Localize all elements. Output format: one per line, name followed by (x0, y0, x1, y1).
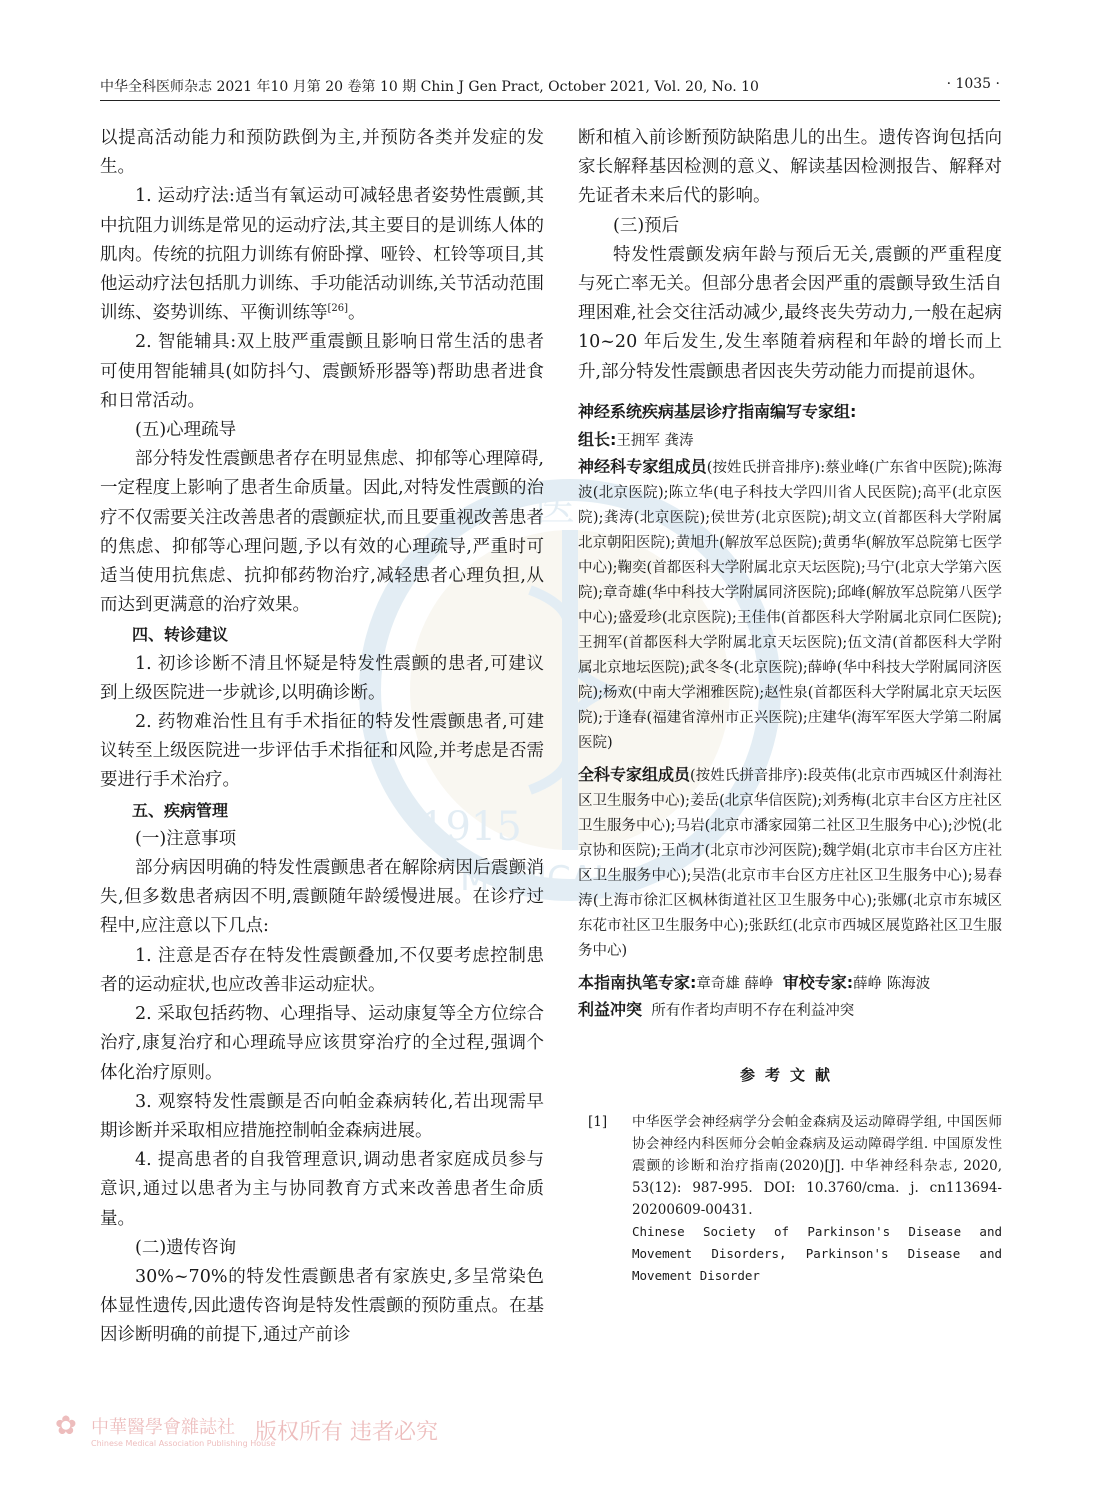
body-paragraph: 部分特发性震颤患者存在明显焦虑、抑郁等心理障碍,一定程度上影响了患者生命质量。因此,对特发性震颤的治疗不仅需要关注改善患者的震颤症状,而且要重视改善患者的焦虑、抑郁等心理问题,予以有效的心理疏导,严重时可适当使用抗焦虑、抗抑郁药物治疗,减轻患者心理负担,从而达到更满意的治疗效果。 (100, 449, 544, 616)
writer-names: 章奇雄 薛峥 (696, 975, 774, 992)
body-paragraph: 2. 药物难治性且有手术指征的特发性震颤患者,可建议转至上级医院进一步评估手术指征和风险,并考虑是否需要进行手术治疗。 (100, 712, 544, 791)
writer-label: 本指南执笔专家: (578, 972, 697, 992)
svg-text:医: 医 (535, 484, 575, 530)
body-paragraph: 1. 注意是否存在特发性震颤叠加,不仅要考虑控制患者的运动症状,也应改善非运动症状。 (100, 945, 544, 995)
subsection-heading: (一)注意事项 (135, 828, 237, 849)
reference-zh: 中华医学会神经病学分会帕金森病及运动障碍学组, 中国医师协会神经内科医师分会帕金森病及运动障碍学组. 中国原发性震颤的诊断和治疗指南(2020)[J]. 中华神经科杂志, 2020, 53(12): 987-995. DOI: 10.3760/cma. j. cn113694-20200609-00431. (632, 1113, 1002, 1218)
subsection-heading: (二)遗传咨询 (135, 1237, 237, 1258)
body-paragraph: 30%~70%的特发性震颤患者有家族史,多呈常染色体显性遗传,因此遗传咨询是特发性震颤的预防重点。在基因诊断明确的前提下,通过产前诊 (100, 1266, 544, 1346)
writer-reviewer (578, 970, 1002, 997)
body-paragraph: 4. 提高患者的自我管理意识,调动患者家庭成员参与意识,通过以患者为主与协同教育方式来改善患者生命质量。 (100, 1150, 544, 1229)
body-paragraph: 以提高活动能力和预防跌倒为主,并预防各类并发症的发生。 (100, 128, 544, 178)
body-paragraph: 部分病因明确的特发性震颤患者在解除病因后震颤消失,但多数患者病因不明,震颤随年龄缓慢进展。在诊疗过程中,应注意以下几点: (100, 858, 544, 937)
gp-label: 全科专家组成员 (578, 764, 691, 784)
publisher-cn: 中華醫學會雜誌社 (91, 1417, 235, 1438)
expert-group-title: 神经系统疾病基层诊疗指南编写专家组: (578, 401, 857, 421)
section-heading: 四、转诊建议 (132, 625, 229, 645)
citation-superscript: [26] (327, 303, 349, 315)
neuro-text: (按姓氏拼音排序):蔡业峰(广东省中医院);陈海波(北京医院);陈立华(电子科技大学四川省人民医院);高平(北京医院);龚涛(北京医院);侯世芳(北京医院);胡文立(首都医科大学附属北京朝阳医院);黄旭升(解放军总医院);黄勇华(解放军总院第七医学中心);鞠奕(首都医科大学附属北京天坛医院);马宁(北京大学第六医院);章奇雄(华中科技大学附属同济医院);邱峰(解放军总院第八医学中心);盛爱珍(北京医院);王佳伟(首都医科大学附属北京同仁医院);王拥军(首都医科大学附属北京天坛医院);伍文清(首都医科大学附属北京地坛医院);武冬冬(北京医院);薛峥(华中科技大学附属同济医院);杨欢(中南大学湘雅医院);赵性泉(首都医科大学附属北京天坛医院);于逢春(福建省漳州市正兴医院);庄建华(海军军医大学第二附属医院) (578, 459, 1002, 751)
neuro-label: 神经科专家组成员 (578, 456, 707, 476)
body-paragraph: 2. 智能辅具:双上肢严重震颤且影响日常生活的患者可使用智能辅具(如防抖勺、震颤矫形器等)帮助患者进食和日常活动。 (100, 332, 544, 411)
reference-number: [1] (588, 1113, 608, 1130)
reviewer-label: 审校专家: (782, 972, 854, 992)
left-column (100, 124, 544, 1351)
leader-label: 组长: (578, 429, 617, 449)
body-paragraph: 3. 观察特发性震颤是否向帕金森病转化,若出现需早期诊断并采取相应措施控制帕金森病进展。 (100, 1091, 544, 1141)
gp-expert-members (578, 762, 1002, 964)
leader-names: 王拥军 龚涛 (616, 432, 694, 449)
neuro-expert-members (578, 454, 1002, 756)
reference-en: Chinese Society of Parkinson's Disease and Movement Disorders, Parkinson's Disease and Movement Disorder (632, 1223, 1002, 1283)
section-heading: 五、疾病管理 (132, 800, 229, 820)
references-title: 参考文献 (739, 1065, 840, 1084)
subsection-heading: (三)预后 (613, 215, 680, 236)
body-paragraph: 特发性震颤发病年龄与预后无关,震颤的严重程度与死亡率无关。但部分患者会因严重的震颤导致生活自理困难,社会交往活动减少,最终丧失劳动力,一般在起病 10~20 年后发生,发生率随着病程和年龄的增长而上升,部分特发性震颤患者因丧失劳动能力而提前退休。 (578, 244, 1002, 382)
body-paragraph: 2. 采取包括药物、心理指导、运动康复等全方位综合治疗,康复治疗和心理疏导应该贯穿治疗的全过程,强调个体化治疗原则。 (100, 1004, 544, 1083)
rights-notice: 版权所有 违者必究 (255, 1420, 438, 1445)
conflict-text: 所有作者均声明不存在利益冲突 (651, 1002, 855, 1019)
page-number: · 1035 · (946, 76, 1000, 92)
conflict-statement (578, 997, 1002, 1024)
svg-text:MEDICAL: MEDICAL (460, 859, 613, 899)
flower-icon: ✿ (55, 1411, 77, 1441)
running-header (100, 72, 1000, 101)
group-leader (578, 427, 1002, 454)
svg-text:1915: 1915 (420, 804, 522, 850)
publisher-en: Chinese Medical Association Publishing House (91, 1439, 276, 1448)
body-paragraph: 1. 初诊诊断不清且怀疑是特发性震颤的患者,可建议到上级医院进一步就诊,以明确诊断。 (100, 653, 544, 703)
conflict-label: 利益冲突 (578, 999, 643, 1019)
journal-citation: 中华全科医师杂志 2021 年10 月第 20 卷第 10 期 Chin J Gen Pract, October 2021, Vol. 20, No. 10 (100, 79, 759, 95)
subsection-heading: (五)心理疏导 (135, 420, 237, 441)
publisher-logo (55, 1411, 438, 1459)
body-paragraph: 1. 运动疗法:适当有氧运动可减轻患者姿势性震颤,其中抗阻力训练是常见的运动疗法,其主要目的是训练人体的肌肉。传统的抗阻力训练有俯卧撑、哑铃、杠铃等项目,其他运动疗法包括肌力训练、手功能活动训练,关节活动范围训练、姿势训练、平衡训练等[26]。 (100, 186, 544, 324)
body-paragraph: 断和植入前诊断预防缺陷患儿的出生。遗传咨询包括向家长解释基因检测的意义、解读基因检测报告、解释对先证者未来后代的影响。 (578, 128, 1002, 207)
reference-item (578, 1111, 1002, 1287)
right-column (578, 124, 1002, 1287)
reviewer-names: 薛峥 陈海波 (853, 975, 931, 992)
gp-text: (按姓氏拼音排序):段英伟(北京市西城区什刹海社区卫生服务中心);姜岳(北京华信医院);刘秀梅(北京丰台区方庄社区卫生服务中心);马岩(北京市潘家园第二社区卫生服务中心);沙悦(北京协和医院);王尚才(北京市沙河医院);魏学娟(北京市丰台区方庄社区卫生服务中心);吴浩(北京市丰台区方庄社区卫生服务中心);易春涛(上海市徐汇区枫林街道社区卫生服务中心);张娜(北京市东城区东花市社区卫生服务中心);张跃红(北京市西城区展览路社区卫生服务中心) (578, 767, 1002, 959)
